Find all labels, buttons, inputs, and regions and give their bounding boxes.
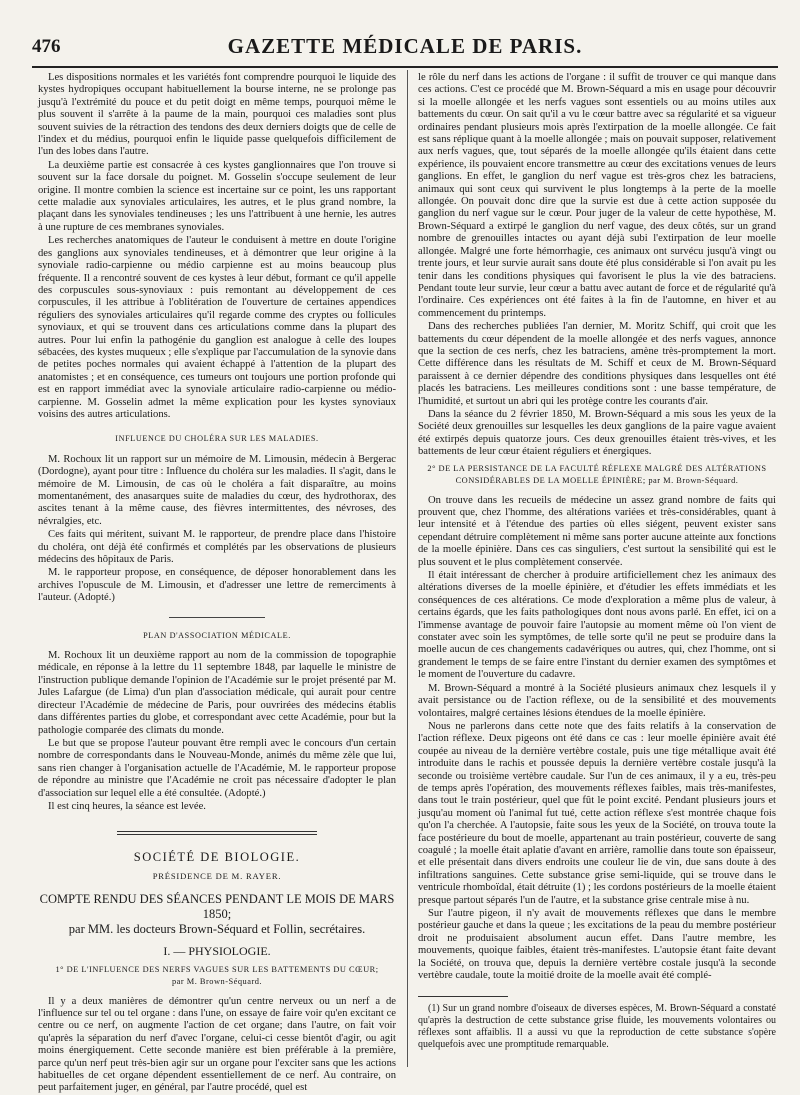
subheading-line-1: 1° DE L'INFLUENCE DES NERFS VAGUES SUR LES BATTEMENTS DU CŒUR;	[55, 964, 379, 974]
compte-rendu-line-1: COMPTE RENDU DES SÉANCES PENDANT LE MOIS DE MARS 1850;	[39, 892, 395, 922]
header-rule	[32, 66, 778, 68]
paragraph: On trouve dans les recueils de médecine un assez grand nombre de faits qui prouvent que, chez l'homme, des altérations variées et très-considérables, quant à leur intensité et à l'étendue des parties où elles siégent, peuvent exister sans cependant détruire complètement ni même sans porter aucune atteinte aux fonctions de la moelle épinière. Dans ces cas singuliers, c'est surtout la sensibilité qui est le plus souvent et le plus complètement conservée.	[418, 494, 776, 568]
paragraph: Les dispositions normales et les variétés font comprendre pourquoi le liquide des kystes hydropiques occupant habituellement la bourse interne, ne se prolonge pas jusqu'à l'extrémité du pouce et du petit doigt en même temps, pourquoi même le plus souvent il s'arrête à la paume de la main, pourquoi ces maladies sont plus souvent suivies de la rétraction des tendons des deux derniers doigts que de celle de l'index et du médius, pourquoi enfin le liquide passe quelquefois difficilement de l'un des lobes dans l'autre.	[38, 72, 396, 158]
footnote: (1) Sur un grand nombre d'oiseaux de diverses espèces, M. Brown-Séquard a constaté qu'après la destruction de cette substance grise fluide, les mouvements volontaires ou réflexes sont affaiblis. Il a aussi vu que la reproduction de cette substance s'opère quelquefois avec une promptitude remarquable.	[418, 1003, 776, 1050]
paragraph: Il est cinq heures, la séance est levée.	[48, 800, 206, 812]
section-heading-cholera: INFLUENCE DU CHOLÉRA SUR LES MALADIES.	[115, 434, 319, 444]
paragraph: Le but que se propose l'auteur pouvant être rempli avec le concours d'un certain nombre de correspondants dans le Nouveau-Monde, animés du même zèle que lui, sans rien changer à l'organisation actuelle de l'Académie, M. le rapporteur propose de répondre au ministre que l'Académie ne croit pas nécessaire d'adopter le plan d'association sur lequel elle a été consultée. (Adopté.)	[38, 737, 396, 799]
society-title: SOCIÉTÉ DE BIOLOGIE.	[133, 850, 301, 865]
journal-title: GAZETTE MÉDICALE DE PARIS.	[227, 34, 583, 58]
compte-rendu-line-2: par MM. les docteurs Brown-Séquard et Follin, secrétaires.	[68, 922, 366, 937]
short-separator	[169, 617, 265, 618]
paragraph: Dans des recherches publiées l'an dernier, M. Moritz Schiff, qui croit que les battements du cœur dépendent de la moelle allongée et des nerfs vagues, annonce que la section de ces nerfs, chez les batraciens, amène très-promptement la mort. Cette différence dans les résultats de M. Schiff et ceux de M. Brown-Séquard paraissent à ce dernier dépendre des conditions physiques dans lesquelles ont été placés les batraciens. Les meilleures conditions sont : une basse température, de l'humidité, et surtout un abri qui les protège contre les courants d'air.	[418, 321, 776, 407]
paragraph: Dans la séance du 2 février 1850, M. Brown-Séquard a mis sous les yeux de la Société deux grenouilles sur lesquelles les deux ganglions de la paire vague avaient été extirpés depuis quatorze jours. Ces deux grenouilles étaient très-vives, et les battements de leur cœur étaient réguliers et énergiques.	[418, 408, 776, 458]
paragraph: M. le rapporteur propose, en conséquence, de déposer honorablement dans les archives l'opuscule de M. Limousin, et d'adresser une lettre de remerciments à l'auteur. (Adopté.)	[38, 567, 396, 604]
compte-rendu-heading	[38, 892, 396, 937]
paragraph: Ces faits qui méritent, suivant M. le rapporteur, de prendre place dans l'histoire du choléra, ont déjà été confirmés et complétés par les observations de plusieurs médecins des hôpitaux de Paris.	[38, 529, 396, 566]
subheading-line-2: par M. Brown-Séquard.	[171, 976, 263, 986]
subheading-line-2: CONSIDÉRABLES DE LA MOELLE ÉPINIÈRE; par M. Brown-Séquard.	[455, 475, 739, 485]
paragraph: M. Brown-Séquard a montré à la Société plusieurs animaux chez lesquels il y avait persistance ou de l'action réflexe, ou de la sensibilité et des mouvements volontaires, malgré certaines lésions étendues de la moelle épinière.	[418, 682, 776, 719]
paragraph: Les recherches anatomiques de l'auteur le conduisent à mettre en doute l'origine des ganglions aux synoviales tendineuses, et à démontrer que leur origine à la synoviale radio-carpienne ou médio carpienne est au moins beaucoup plus fréquente. Il a rencontré souvent de ces kystes à leur début, formant ce qu'il appelle des corpuscules sous-synoviaux : puis remontant au développement de ces corpuscules, il les attribue à l'oblitération de l'ouverture de certaines appendices réguliers des synoviales articulaires qu'il regarde comme des cryptes ou follicules synoviaux, et qui se trouvent dans ces articulations comme dans la plupart des autres. Pour lui enfin la pathogénie du ganglion est analogue à celle des loupes sébacées, des kystes muqueux ; elle s'explique par l'accumulation de la synovie dans de petites poches normales qui avaient échappé à l'attention de la plupart des anatomistes ; et en conséquence, ces tumeurs ont toujours une portion profonde qui est en rapport immédiat avec la synoviale articulaire radio-carpienne ou médio-carpienne. M. Gosselin admet la même explication pour les kystes synoviaux voisins des autres articulations.	[38, 235, 396, 420]
subheading-faculte-reflexe	[418, 463, 776, 487]
presidence-line: PRÉSIDENCE DE M. RAYER.	[152, 870, 282, 881]
paragraph: le rôle du nerf dans les actions de l'organe : il suffit de trouver ce qui manque dans ces actions. C'est ce procédé que M. Brown-Séquard a mis en usage pour découvrir si la moelle allongée et les nerfs vagues sont essentiels ou au moins utiles aux battements du cœur. On sait qu'il a vu le cœur battre avec sa régularité et sa vigueur ordinaires pendant plusieurs mois après l'extirpation de la moelle allongée. Ce fait est sans réplique quant à la moelle allongée ; mais on pouvait supposer, relativement aux nerfs vagues, que, tout séparés de la moelle allongée qu'ils étaient dans cette expérience, ils pouvaient encore transmettre au cœur des excitations venues de leurs ganglions. En effet, le ganglion du nerf vague est très-gros chez les batraciens, animaux qui sont ceux qui survivent le plus longtemps à la perte de la moelle allongée. On pouvait donc dire que la survie est due à cette action supposée du ganglion du nerf vague sur le cœur. Pour juger de la valeur de cette hypothèse, M. Brown-Séquard a extirpé le ganglion du nerf vague, des deux côtés, sur un grand nombre de grenouilles intactes ou ayant déjà subi l'extirpation de leur moelle allongée. Malgré une forte hémorrhagie, ces animaux ont survécu jusqu'à vingt ou trente jours, et leur survie aurait sans doute été plus considérable si l'on avait pu les tenir dans les conditions physiques qui favorisent le plus la vie des batraciens. Pendant toute leur survie, leur cœur a battu avec autant de force et de régularité qu'à l'ordinaire. Ces expériences ont été faites à la fin de l'automne, en hiver et au commencement du printemps.	[418, 72, 776, 319]
paragraph: M. Rochoux lit un deuxième rapport au nom de la commission de topographie médicale, en réponse à la lettre du 11 septembre 1848, par laquelle le ministre de l'instruction publique demande l'opinion de l'Académie sur le projet présenté par M. Jules Lafargue (de Lima) d'un plan d'association médicale, qui aurait pour centre directeur l'Académie de médecine de Paris, pour ouvrirées des médecins établis dans différentes parties du globe, et correspondant avec cette Académie, pour but la pathologie comparée des climats du monde.	[38, 650, 396, 736]
left-column	[38, 72, 396, 1094]
paragraph: Il y a deux manières de démontrer qu'un centre nerveux ou un nerf a de l'influence sur tel ou tel organe : dans l'une, on essaye de faire voir qu'en excitant ce centre ou ce nerf, on augmente l'action de cet organe; dans l'autre, on fait voir qu'après la séparation du nerf d'avec l'organe, celui-ci cesse bientôt d'agir, ou agit moins énergiquement. Cette seconde manière est bien préférable à la première, parce qu'un nerf peut très-bien agir sur un organe pour l'exciter sans que les actions habituelles de cet organe dépendent essentiellement de ce nerf. Au contraire, on peut parfaitement juger, en général, par l'autre procédé, quel est	[38, 995, 396, 1094]
paragraph: M. Rochoux lit un rapport sur un mémoire de M. Limousin, médecin à Bergerac (Dordogne), ayant pour titre : Influence du choléra sur les maladies. Il s'agit, dans le mémoire de M. Limousin, de cas où le choléra a fait disparaître, au moins momentanément, des anasarques suite de maladies du cœur, des hydrothorax, des ascites tenant à la même cause, des fièvres intermittentes, des névroses, des névralgies, etc.	[38, 453, 396, 527]
page-header	[32, 34, 778, 60]
section-heading-plan: PLAN D'ASSOCIATION MÉDICALE.	[143, 630, 291, 640]
page-number: 476	[32, 36, 61, 57]
paragraph: Sur l'autre pigeon, il n'y avait de mouvements réflexes que dans le membre postérieur gauche et dans la queue ; les excitations de la peau du membre postérieur droit ne produisaient absolument aucun effet. Dans l'autre membre, les mouvements, quoique faibles, étaient très-manifestes. L'autopsie étant faite devant la Société, on trouva que, depuis la dernière vertèbre costale jusqu'à la seconde vertèbre caudale, toute la moitié droite de la moelle avait été complé-	[418, 908, 776, 982]
column-divider	[407, 70, 408, 1067]
paragraph: La deuxième partie est consacrée à ces kystes ganglionnaires que l'on trouve si souvent sur la face dorsale du poignet. M. Gosselin s'occupe seulement de leur origine. Il montre combien la science est incertaine sur ce point, les uns rapportant cette maladie aux synoviales articulaires, les autres, et le plus grand nombre, la plaçant dans les synoviales tendineuses ; les uns l'attribuent à une hernie, les autres à une rupture de ces membranes synoviales.	[38, 159, 396, 233]
double-separator	[117, 831, 317, 835]
physiology-heading: I. — PHYSIOLOGIE.	[163, 944, 271, 959]
right-column	[418, 72, 776, 1069]
paragraph: Il était intéressant de chercher à produire artificiellement chez les animaux des altérations diverses de la moelle épinière, et d'étudier les effets immédiats et les conséquences de ces altérations. Ce mode d'exploration a même plus de valeur, à certains égards, que les faits pathologiques dont nous avons parlé. En effet, ici on a l'immense avantage de pouvoir faire l'autopsie au moment même où l'on vient de constater avec soin les symptômes, de telle sorte qu'il ne peut se produire dans la moelle aucun de ces changements cadavériques ou autres, qui, chez l'homme, ont si grandement le temps de se faire entre l'instant du dernier examen des symptômes et le moment de l'ouverture du cadavre.	[418, 570, 776, 681]
footnote-rule	[418, 996, 508, 997]
subheading-line-1: 2° DE LA PERSISTANCE DE LA FACULTÉ RÉFLEXE MALGRÉ DES ALTÉRATIONS	[427, 463, 767, 473]
subheading-nerfs-vagues	[38, 964, 396, 988]
paragraph: Nous ne parlerons dans cette note que des faits relatifs à la conservation de l'action réflexe. Deux pigeons ont été dans ce cas : leur moelle épinière avait été coupée au niveau de la dernière vertèbre costale, puis une tige métallique avait été introduite dans le rachis et poussée depuis la dernière vertèbre costale jusqu'à la seconde ou troisième vertèbre caudale. Sur l'un de ces animaux, il y a eu, très-peu de temps après l'opération, des mouvements réflexes faibles, mais très-manifestes, dans tout le train postérieur, quel que fût le point excité. Pendant plusieurs jours et jusqu'au moment où l'animal fut tué, cette action réflexe s'est montrée chaque fois qu'on l'a cherchée. A l'autopsie, faite sous les yeux de la Société, on trouva toute la face postérieure du bout de moelle, appartenant au train postérieur, couverte de sang coagulé ; la moelle était aplatie d'avant en arrière, ramollie dans toute son épaisseur, et elle présentait dans divers endroits une couleur lie de vin, due sans doute à des infiltrations sanguines. Cette substance grise semi-liquide, qui se trouve dans le ventricule rhomboïdal, était détruite (1) ; les cordons postérieurs de la moelle étaient presque partout séparés l'un de l'autre, et la substance grise centrale mise à nu.	[418, 720, 777, 906]
